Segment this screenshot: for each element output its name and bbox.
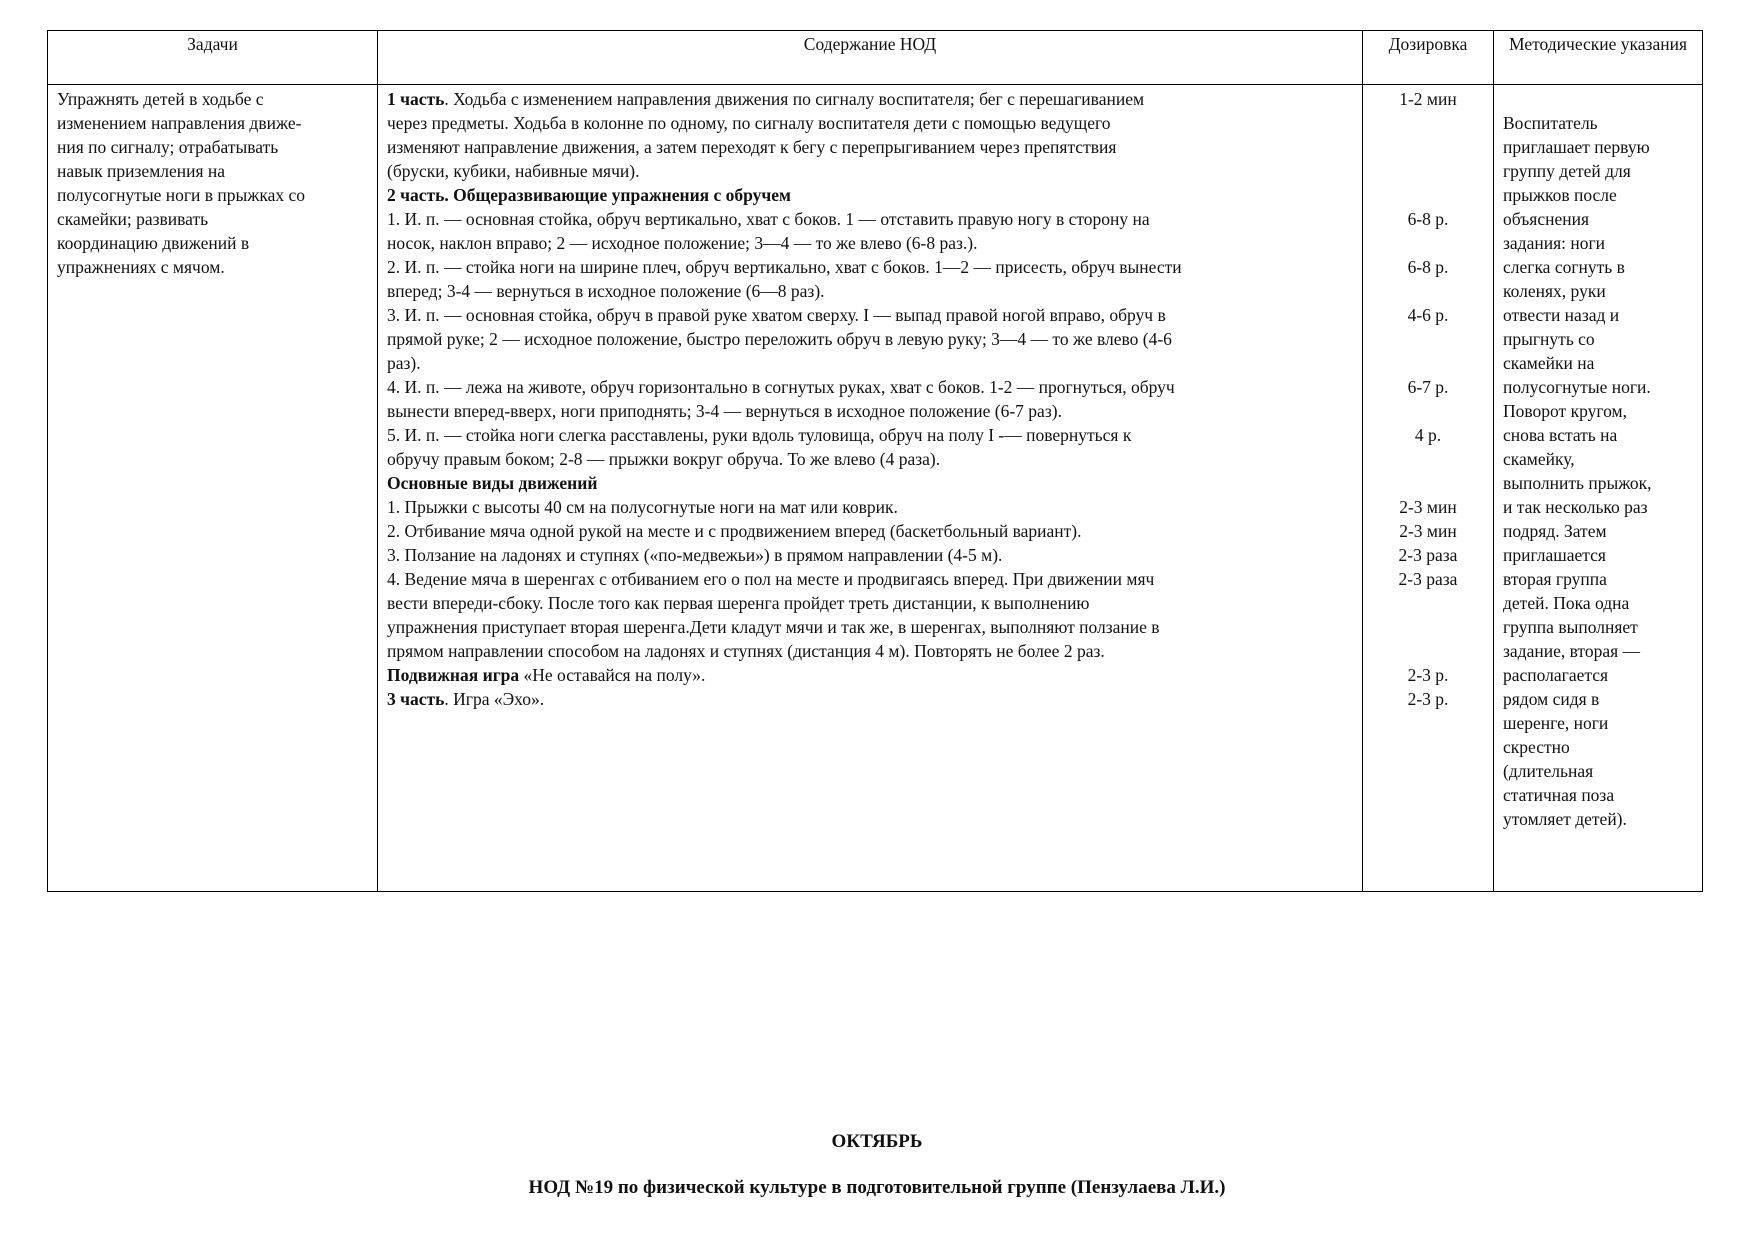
tasks-line: изменением направления движе- [57, 113, 302, 133]
content-line [387, 567, 1353, 591]
method-note-line: задания: ноги [1503, 233, 1606, 253]
content-line [387, 447, 1353, 471]
content-line-text: 1. Прыжки с высоты 40 см на полусогнутые ноги на мат или коврик. [387, 497, 898, 517]
content-line-text: 2. И. п. — стойка ноги на ширине плеч, обруч вертикально, хват с боков. 1—2 — присесть, обруч вынести [387, 257, 1182, 277]
content-line [387, 687, 1353, 711]
tasks-line: Упражнять детей в ходьбе с [57, 89, 264, 109]
content-line [387, 375, 1353, 399]
content-line [387, 471, 1353, 495]
method-note-line: приглашается [1503, 545, 1606, 565]
content-line-text: прямой руке; 2 — исходное положение, быстро переложить обруч в левую руку; 3—4 — то же влево (4-6 [387, 329, 1172, 349]
dosage-value: 4 р. [1414, 425, 1442, 445]
content-line-text: вынести вперед-вверх, ноги приподнять; 3-4 — вернуться в исходное положение (6-7 раз). [387, 401, 1062, 421]
content-line-text: . Общеразвивающие упражнения с обручем [444, 185, 791, 205]
content-line [387, 495, 1353, 519]
method-note-line: вторая группа [1503, 569, 1607, 589]
content-line-text: 2. Отбивание мяча одной рукой на месте и с продвижением вперед (баскетбольный вариант). [387, 521, 1082, 541]
dosage-value [1372, 111, 1484, 135]
method-note-line: группа выполняет [1503, 617, 1638, 637]
method-note-line: и так несколько раз [1503, 497, 1648, 517]
dosage-value [1372, 471, 1484, 495]
dosage-value: 2-3 раза [1398, 569, 1458, 589]
method-note-line: статичная поза [1503, 785, 1615, 805]
dosage-value: 2-3 мин [1399, 497, 1457, 517]
content-line [387, 663, 1353, 687]
lesson-title: НОД №19 по физической культуре в подготовительной группе (Пензулаева Л.И.) [528, 1177, 1226, 1198]
content-line-text: 5. И. п. — стойка ноги слегка расставлены, руки вдоль туловища, обруч на полу I -— повернуться к [387, 425, 1132, 445]
dosage-value [1372, 639, 1484, 663]
content-line-text: . Ходьба с изменением направления движения по сигналу воспитателя; бег с перешагиванием [444, 89, 1145, 109]
content-line-bold: 2 часть [387, 185, 445, 205]
method-note-line: располагается [1503, 665, 1609, 685]
content-line [387, 135, 1353, 159]
dosage-value: 2-3 раза [1398, 545, 1458, 565]
content-line [387, 639, 1353, 663]
method-note-line: Поворот кругом, [1503, 401, 1627, 421]
content-line-text: изменяют направление движения, а затем переходят к бегу с перепрыгиванием через препятствия [387, 137, 1117, 157]
method-note-line: (длительная [1503, 761, 1594, 781]
method-note-line: объяснения [1503, 209, 1589, 229]
tasks-line: полусогнутые ноги в прыжках со [57, 185, 306, 205]
tasks-line: ния по сигналу; отрабатывать [57, 137, 279, 157]
dosage-value [1372, 591, 1484, 615]
content-line [387, 519, 1353, 543]
content-line-text: . Игра «Эхо». [444, 689, 545, 709]
content-line-text: (бруски, кубики, набивные мячи). [387, 161, 640, 181]
content-line-text: 1. И. п. — основная стойка, обруч вертикально, хват с боков. 1 — отставить правую ногу в сторону на [387, 209, 1150, 229]
content-line [387, 351, 1353, 375]
content-line-text: вести впереди-сбоку. После того как первая шеренга пройдет треть дистанции, к выполнению [387, 593, 1090, 613]
method-note-line: слегка согнуть в [1503, 257, 1625, 277]
tasks-cell [48, 85, 378, 892]
dosage-cell [1363, 85, 1494, 892]
month-heading: ОКТЯБРЬ [831, 1131, 923, 1152]
content-line-text: вперед; 3-4 — вернуться в исходное положение (6—8 раз). [387, 281, 825, 301]
method-note-line: скамейки на [1503, 353, 1595, 373]
method-note-line: выполнить прыжок, [1503, 473, 1652, 493]
method-note-line: полусогнутые ноги. [1503, 377, 1651, 397]
content-line [387, 159, 1353, 183]
table-row [48, 85, 1703, 892]
content-line [387, 543, 1353, 567]
content-line-text: носок, наклон вправо; 2 — исходное положение; 3—4 — то же влево (6-8 раз.). [387, 233, 978, 253]
content-line [387, 591, 1353, 615]
method-note-line: снова встать на [1503, 425, 1618, 445]
dosage-value [1372, 615, 1484, 639]
content-line [387, 255, 1353, 279]
content-line-text: через предметы. Ходьба в колонне по одному, по сигналу воспитателя дети с помощью ведущего [387, 113, 1111, 133]
content-line-bold: Подвижная игра [387, 665, 520, 685]
method-note-line: коленях, руки [1503, 281, 1606, 301]
dosage-value [1372, 399, 1484, 423]
content-line [387, 87, 1353, 111]
method-note-line: задание, вторая — [1503, 641, 1641, 661]
header-method-notes: Методические указания [1494, 31, 1703, 85]
dosage-value [1372, 279, 1484, 303]
dosage-value: 6-8 р. [1407, 257, 1449, 277]
method-note-line: прыгнуть со [1503, 329, 1595, 349]
method-note-line: шеренге, ноги [1503, 713, 1609, 733]
content-line-bold: Основные виды движений [387, 473, 598, 493]
dosage-value: 2-3 р. [1407, 689, 1449, 709]
content-line [387, 183, 1353, 207]
content-line-text: 4. Ведение мяча в шеренгах с отбиванием его о пол на месте и продвигаясь вперед. При движении мяч [387, 569, 1155, 589]
content-line-bold: 1 часть [387, 89, 445, 109]
dosage-value [1372, 231, 1484, 255]
content-line-bold: 3 часть [387, 689, 445, 709]
content-line-text: раз). [387, 353, 421, 373]
content-line [387, 279, 1353, 303]
tasks-line: навык приземления на [57, 161, 226, 181]
header-tasks: Задачи [48, 31, 378, 85]
content-line-text: прямом направлении способом на ладонях и ступнях (дистанция 4 м). Повторять не более 2 раз. [387, 641, 1105, 661]
dosage-value [1372, 135, 1484, 159]
table-header-row [48, 31, 1703, 85]
method-note-line: скрестно [1503, 737, 1570, 757]
content-line [387, 207, 1353, 231]
content-line [387, 399, 1353, 423]
content-line-text: обручу правым боком; 2-8 — прыжки вокруг обруча. То же влево (4 раза). [387, 449, 941, 469]
dosage-value: 6-7 р. [1407, 377, 1449, 397]
method-note-line: детей. Пока одна [1503, 593, 1630, 613]
dosage-value [1372, 351, 1484, 375]
tasks-line: координацию движений в [57, 233, 250, 253]
tasks-line: скамейки; развивать [57, 209, 209, 229]
method-note-line: отвести назад и [1503, 305, 1620, 325]
content-line [387, 423, 1353, 447]
content-line [387, 231, 1353, 255]
content-line-text: 4. И. п. — лежа на животе, обруч горизонтально в согнутых руках, хват с боков. 1-2 — прогнуться, обруч [387, 377, 1175, 397]
dosage-value [1372, 183, 1484, 207]
lesson-plan-table [47, 30, 1703, 892]
content-line [387, 111, 1353, 135]
method-note-line: подряд. Затем [1503, 521, 1607, 541]
dosage-value: 1-2 мин [1399, 89, 1457, 109]
content-line-text: «Не оставайся на полу». [519, 665, 706, 685]
content-line [387, 615, 1353, 639]
content-line [387, 303, 1353, 327]
method-note-line: группу детей для [1503, 161, 1631, 181]
dosage-value [1372, 159, 1484, 183]
header-dosage: Дозировка [1363, 31, 1494, 85]
dosage-value: 4-6 р. [1407, 305, 1449, 325]
method-notes-cell [1494, 85, 1703, 892]
content-line-text: 3. Ползание на ладонях и ступнях («по-медвежьи») в прямом направлении (4-5 м). [387, 545, 1003, 565]
dosage-value: 6-8 р. [1407, 209, 1449, 229]
content-cell [378, 85, 1363, 892]
dosage-value [1372, 327, 1484, 351]
method-note-line: Воспитатель [1503, 113, 1598, 133]
content-line [387, 327, 1353, 351]
header-content: Содержание НОД [378, 31, 1363, 85]
dosage-value: 2-3 мин [1399, 521, 1457, 541]
method-note-line: утомляет детей). [1503, 809, 1627, 829]
content-line-text: 3. И. п. — основная стойка, обруч в правой руке хватом сверху. I — выпад правой ногой вправо, обруч в [387, 305, 1166, 325]
content-line-text: упражнения приступает вторая шеренга.Дети кладут мячи и так же, в шеренгах, выполняют ползание в [387, 617, 1160, 637]
method-note-line: прыжков после [1503, 185, 1617, 205]
tasks-line: упражнениях с мячом. [57, 257, 225, 277]
method-note-line: рядом сидя в [1503, 689, 1600, 709]
method-note-line: скамейку, [1503, 449, 1575, 469]
method-note-line: приглашает первую [1503, 137, 1650, 157]
dosage-value: 2-3 р. [1407, 665, 1449, 685]
dosage-value [1372, 447, 1484, 471]
